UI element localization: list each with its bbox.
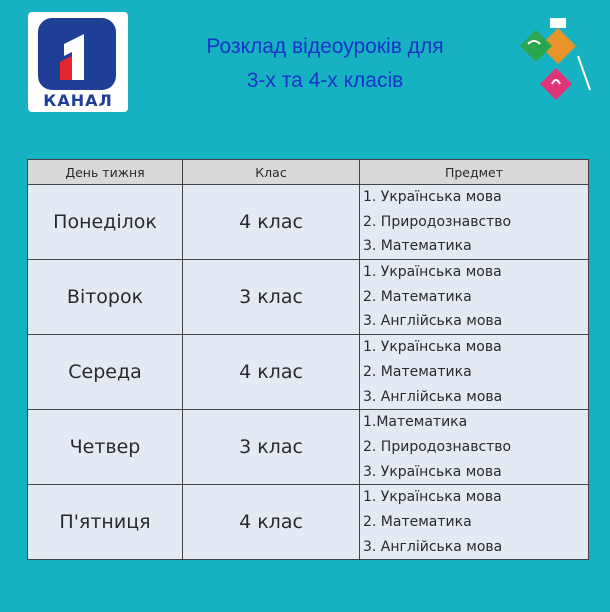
page-title-line1: Розклад відеоуроків для [206, 35, 444, 58]
subjects-cell [360, 260, 589, 335]
table-row [28, 410, 589, 485]
subjects-cell [360, 185, 589, 260]
grade-cell: 3 клас [183, 410, 360, 485]
logo-one-icon [38, 18, 116, 90]
table-row [28, 335, 589, 410]
subjects-cell [360, 410, 589, 485]
subject-item: 2. Математика [363, 513, 472, 530]
logo-brand-text: КАНАЛ [43, 91, 113, 110]
grade-cell: 3 клас [183, 260, 360, 335]
subject-item: 2. Природознавство [363, 438, 512, 455]
subject-item: 3. Англійська мова [363, 538, 503, 555]
subject-item: 2. Природознавство [363, 213, 512, 230]
header-subject: Предмет [360, 160, 589, 185]
school-emblem-icon [512, 16, 602, 106]
header-day: День тижня [28, 160, 183, 185]
subject-item: 3. Англійська мова [363, 388, 503, 405]
grade-cell: 4 клас [183, 335, 360, 410]
subject-item: 1. Українська мова [363, 264, 502, 281]
subjects-cell [360, 485, 589, 560]
header-grade: Клас [183, 160, 360, 185]
day-cell: П'ятниця [28, 485, 183, 560]
table-header-row [28, 160, 589, 185]
subject-item: 3. Англійська мова [363, 313, 503, 330]
subject-item: 1. Українська мова [363, 489, 502, 506]
grade-cell: 4 клас [183, 185, 360, 260]
table-row [28, 260, 589, 335]
subject-item: 1. Українська мова [363, 339, 502, 356]
day-cell: Понеділок [28, 185, 183, 260]
channel-logo [28, 12, 128, 112]
subject-item: 2. Математика [363, 288, 472, 305]
table-row [28, 485, 589, 560]
subject-item: 3. Українська мова [363, 463, 502, 480]
day-cell: Віторок [28, 260, 183, 335]
subject-item: 3. Математика [363, 238, 472, 255]
subjects-cell [360, 335, 589, 410]
page-title-line2: 3-х та 4-х класів [246, 69, 404, 92]
schedule-table [27, 159, 589, 560]
day-cell: Четвер [28, 410, 183, 485]
subject-item: 1.Математика [363, 414, 468, 431]
grade-cell: 4 клас [183, 485, 360, 560]
logo-tile [38, 18, 116, 90]
day-cell: Середа [28, 335, 183, 410]
subject-item: 2. Математика [363, 363, 472, 380]
subject-item: 1. Українська мова [363, 189, 502, 205]
table-row [28, 185, 589, 260]
